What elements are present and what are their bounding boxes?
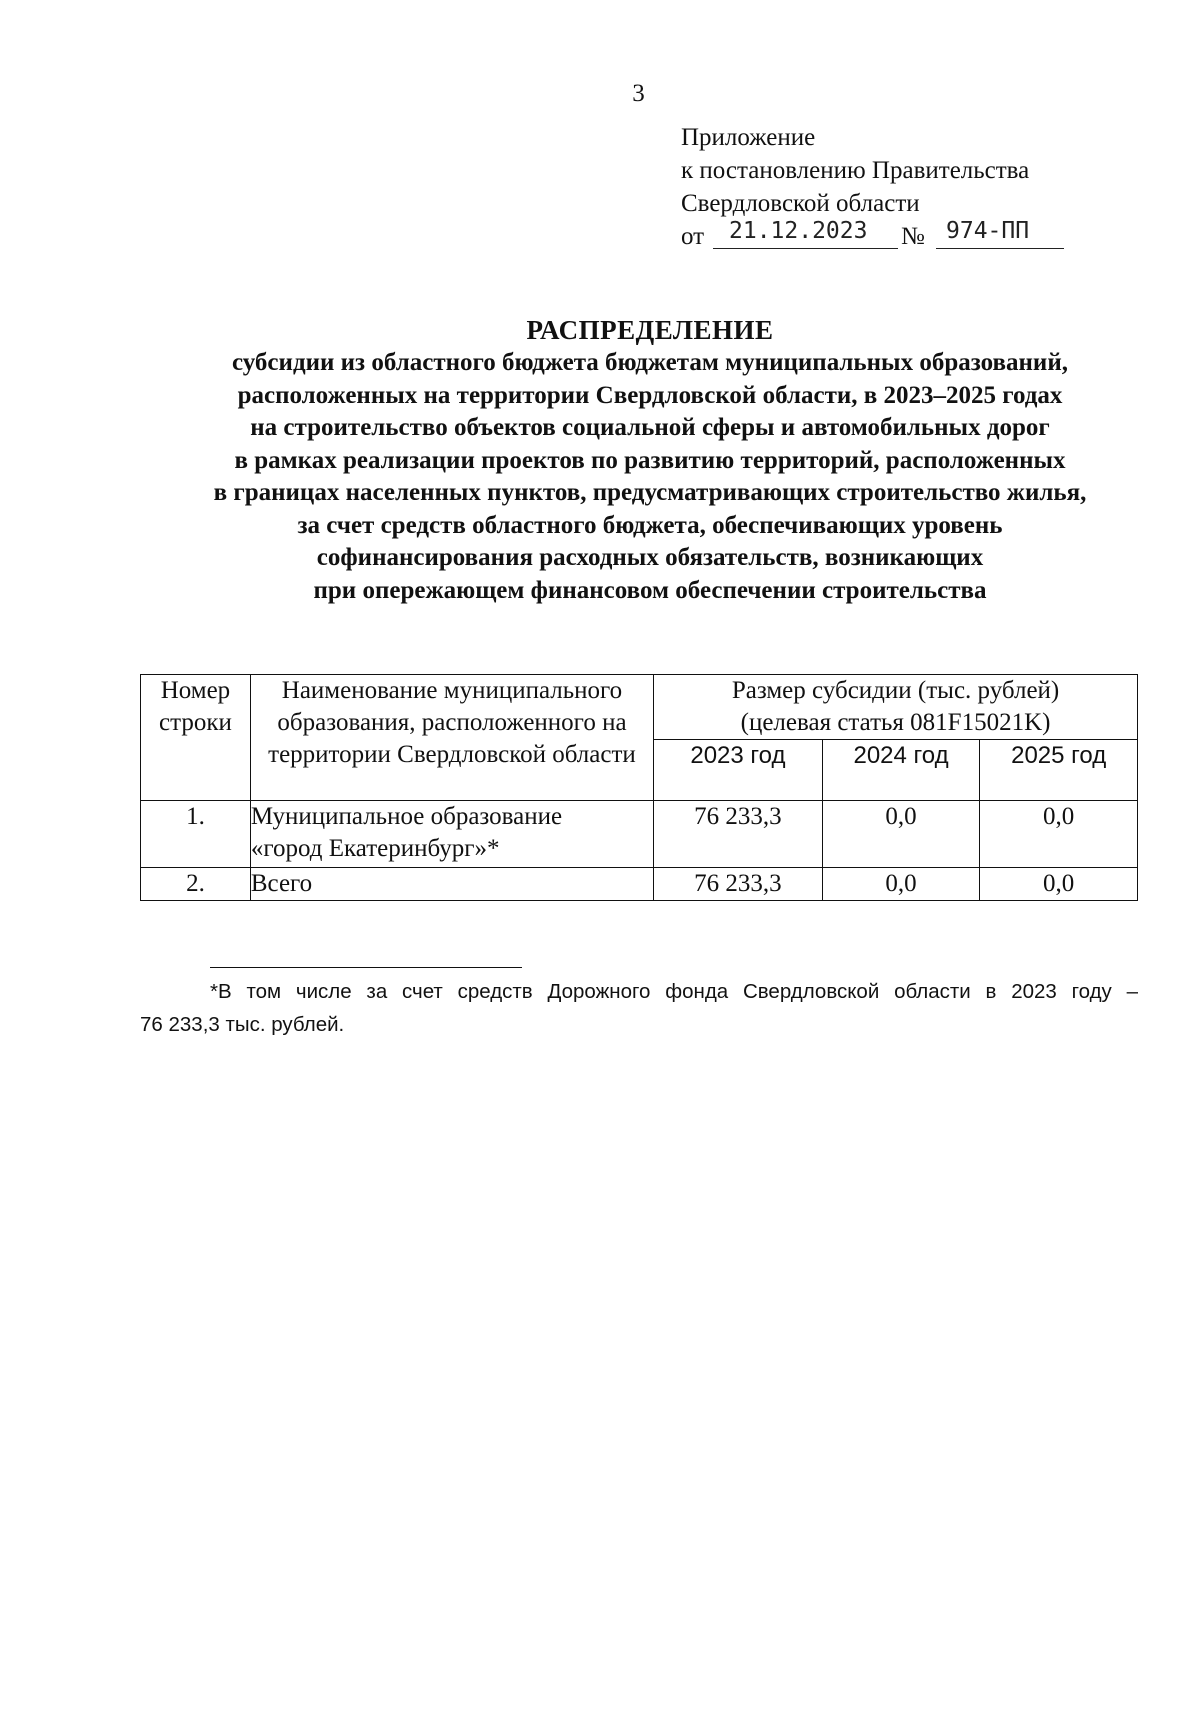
row-name-line: Муниципальное образование <box>250 803 563 830</box>
footnote-divider <box>210 967 522 968</box>
header-subsidy-size: Размер субсидии (тыс. рублей) <box>731 677 1060 704</box>
row-number: 2. <box>141 868 251 901</box>
title-line: на строительство объектов социальной сферы и автомобильных дорог <box>250 414 1050 441</box>
title-subtitle <box>100 347 1200 607</box>
number-field <box>936 218 1064 249</box>
page-number: 3 <box>632 80 645 107</box>
title-line: расположенных на территории Свердловской области, в 2023–2025 годах <box>237 381 1063 409</box>
header-year-2023: 2023 год <box>654 740 823 801</box>
header-year-2025: 2025 год <box>980 740 1138 801</box>
header-subsidy-group <box>654 675 1138 740</box>
annex-title: Приложение <box>681 124 816 151</box>
value-2023: 76 233,3 <box>654 868 823 901</box>
title-line: за счет средств областного бюджета, обеспечивающих уровень <box>297 511 1003 539</box>
value-2023: 76 233,3 <box>654 801 823 868</box>
header-target-article: (целевая статья 081F15021K) <box>740 709 1051 736</box>
footnote-line: *В том числе за счет средств Дорожного фонда Свердловской области в 2023 году – <box>210 980 1138 1003</box>
subsidy-table <box>140 674 1138 901</box>
annex-region: Свердловской области <box>681 190 920 217</box>
value-2024: 0,0 <box>822 801 980 868</box>
value-2025: 0,0 <box>980 801 1138 868</box>
date-prefix: от <box>681 223 705 250</box>
table-row <box>141 801 1138 868</box>
row-number: 1. <box>141 801 251 868</box>
title-main: РАСПРЕДЕЛЕНИЕ <box>526 315 774 345</box>
title-line: в границах населенных пунктов, предусматривающих строительство жилья, <box>213 479 1087 506</box>
table-row-total <box>141 868 1138 901</box>
header-row-number: Номер строки <box>141 675 251 801</box>
annex-block <box>681 121 1029 253</box>
decree-date-number-line <box>681 220 1029 253</box>
footnote-line: 76 233,3 тыс. рублей. <box>140 1013 345 1036</box>
title-line: субсидии из областного бюджета бюджетам муниципальных образований, <box>232 349 1068 376</box>
decree-date: 21.12.2023 <box>729 218 868 244</box>
row-name: Всего <box>250 868 653 901</box>
decree-number: 974-ПП <box>946 218 1030 244</box>
value-2024: 0,0 <box>822 868 980 901</box>
footnote <box>140 975 1138 1041</box>
annex-decree-ref: к постановлению Правительства <box>681 157 1030 184</box>
title-line: при опережающем финансовом обеспечении строительства <box>313 576 987 604</box>
row-name <box>250 801 653 868</box>
table-header-row <box>141 675 1138 740</box>
value-2025: 0,0 <box>980 868 1138 901</box>
header-year-2024: 2024 год <box>822 740 980 801</box>
title-line: в рамках реализации проектов по развитию территорий, расположенных <box>234 446 1066 474</box>
date-field <box>713 218 898 249</box>
number-prefix: № <box>901 223 925 250</box>
header-name: Наименование муниципального образования, расположенного на территории Свердловской области <box>250 675 653 801</box>
document-title <box>100 313 1200 607</box>
row-name-line: «город Екатеринбург»* <box>250 835 500 862</box>
title-line: софинансирования расходных обязательств, возникающих <box>316 544 984 571</box>
